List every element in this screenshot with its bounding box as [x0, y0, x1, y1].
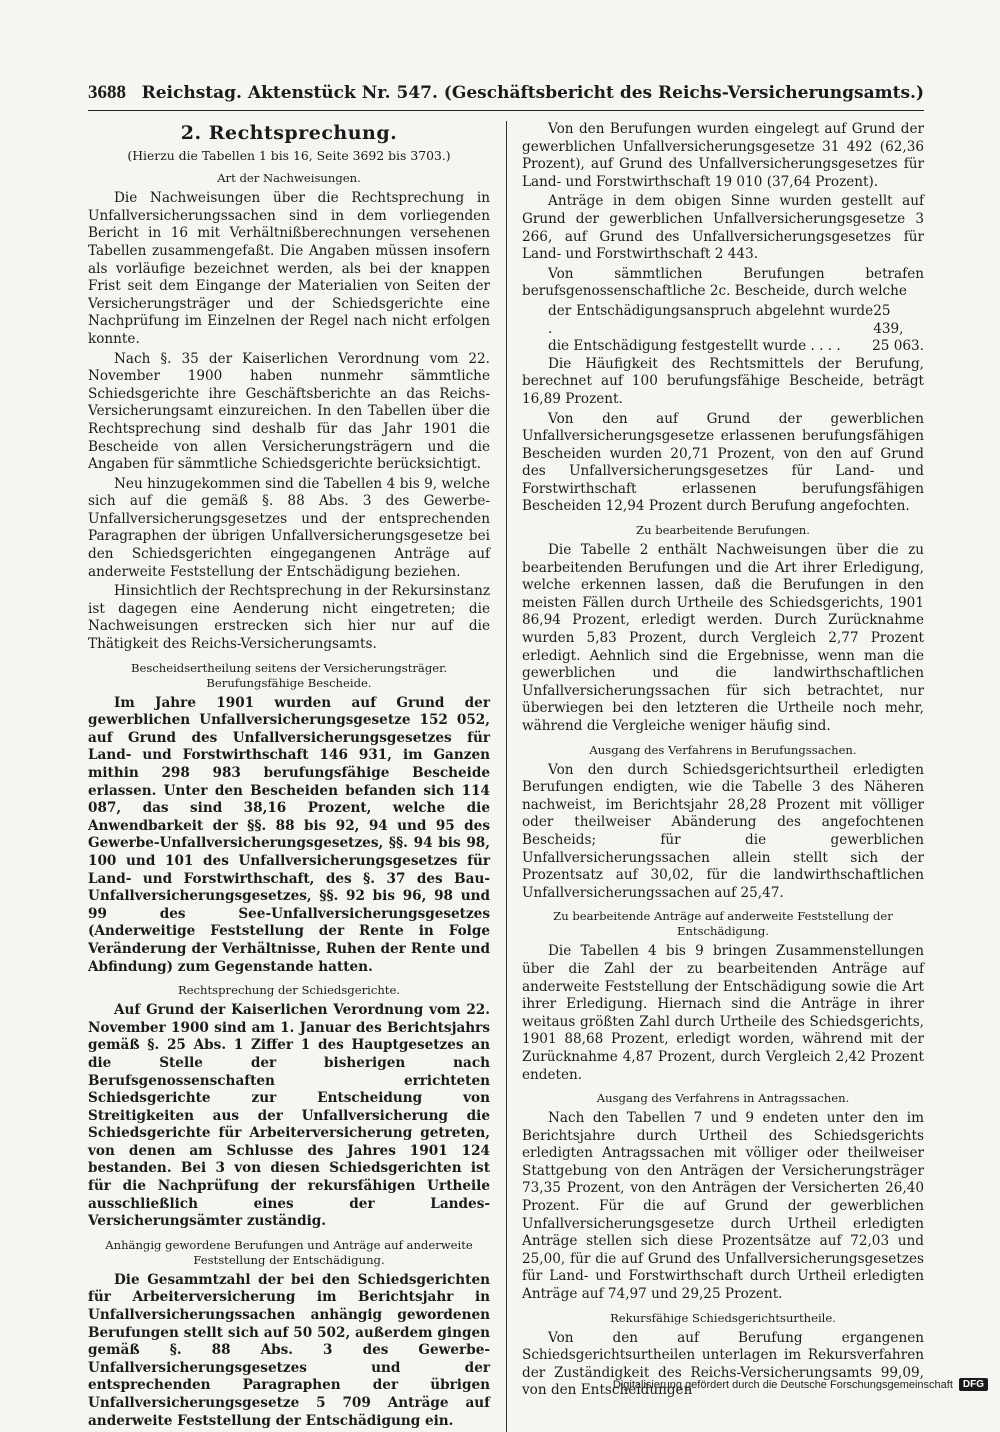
- paragraph: Die Tabelle 2 enthält Nachweisungen über die zu bearbeitenden Berufungen und die Art ihrer Erledigung, welche erkennen lassen, daß die Berufungen in den meisten Fällen durch Urtheile des Schiedsgerichts, 1901 86,94 Prozent, erledigt werden. Durch Zurücknahme wurden 5,83 Prozent, durch Vergleich 2,77 Prozent erledigt. Aehnlich sind die Ergebnisse, wenn man die gewerblichen und die landwirthschaftlichen Unfallversicherungssachen für sich betrachtet, nur überwiegen bei den letzteren die Urtheile noch mehr, während die Vergleiche weniger häufig sind.: [522, 542, 924, 734]
- paragraph: Nach §. 35 der Kaiserlichen Verordnung vom 22. November 1900 haben nunmehr sämmtliche Schiedsgerichte ihre Geschäftsberichte an das Reichs-Versicherungsamt einzureichen. In den Tabellen über die Rechtsprechung sind deshalb für das Jahr 1901 die Bescheide von allen Versicherungsträgern und die Angaben für sämmtliche Schiedsgerichte berücksichtigt.: [88, 350, 490, 473]
- row-value: 25 439,: [873, 302, 904, 337]
- paragraph: Von sämmtlichen Berufungen betrafen berufsgenossenschaftliche 2c. Bescheide, durch welche: [522, 265, 924, 300]
- paragraph: Von den auf Berufung ergangenen Schiedsgerichtsurtheilen unterlagen im Rekursverfahren der Zuständigkeit des Reichs-Versicherungsamts 99,09, von den Entscheidungen: [522, 1329, 924, 1399]
- two-column-body: [88, 121, 924, 1432]
- left-column: [88, 121, 506, 1432]
- paragraph: Von den durch Schiedsgerichtsurtheil erledigten Berufungen endigten, wie die Tabelle 3 des Näheren nachweist, im Berichtsjahr 28,28 Prozent mit völliger oder theilweiser Abänderung des angefochtenen Bescheids; für die gewerblichen Unfallversicherungssachen allein stellt sich der Prozentsatz auf 30,02, für die landwirthschaftlichen Unfallversicherungssachen auf 25,47.: [522, 761, 924, 901]
- paragraph: Anträge in dem obigen Sinne wurden gestellt auf Grund der gewerblichen Unfallversicherungsgesetze 3 266, auf Grund des Unfallversicherungsgesetzes für Land- und Forstwirthschaft 2 443.: [522, 193, 924, 263]
- subheading: Anhängig gewordene Berufungen und Anträge auf anderweite Feststellung der Entschädigung.: [105, 1237, 473, 1267]
- section-subtitle: (Hierzu die Tabellen 1 bis 16, Seite 3692 bis 3703.): [127, 147, 451, 163]
- running-head: [88, 82, 924, 111]
- subheading: Ausgang des Verfahrens in Antragssachen.: [596, 1091, 850, 1106]
- subheading: Rechtsprechung der Schiedsgerichte.: [177, 983, 401, 998]
- paragraph: Die Häufigkeit des Rechtsmittels der Berufung, berechnet auf 100 berufungsfähige Bescheide, beträgt 16,89 Prozent.: [522, 355, 924, 407]
- paragraph: Von den Berufungen wurden eingelegt auf Grund der gewerblichen Unfallversicherungsgesetze 31 492 (62,36 Prozent), auf Grund des Unfallversicherungsgesetzes für Land- und Forstwirthschaft 19 010 (37,64 Prozent).: [522, 121, 924, 190]
- paragraph: Neu hinzugekommen sind die Tabellen 4 bis 9, welche sich auf die gemäß §. 88 Abs. 3 des Gewerbe-Unfallversicherungsgesetzes und der entsprechenden Paragraphen der übrigen Unfallversicherungsgesetze bei den Schiedsgerichten eingegangenen Anträge auf anderweite Feststellung der Entschädigung beziehen.: [88, 475, 490, 580]
- footer-text: Digitalisierung gefördert durch die Deutsche Forschungsgemeinschaft: [612, 1378, 953, 1391]
- row-label: die Entschädigung festgestellt wurde . . . .: [548, 338, 841, 355]
- paragraph: Hinsichtlich der Rechtsprechung in der Rekursinstanz ist dagegen eine Aenderung nicht eingetreten; die Nachweisungen erstrecken sich hier nur auf die Thätigkeit des Reichs-Versicherungsamts.: [88, 583, 490, 653]
- document-page: [88, 82, 924, 1432]
- row-value: 25 063.: [872, 338, 924, 355]
- paragraph: Die Gesammtzahl der bei den Schiedsgerichten für Arbeiterversicherung im Berichtsjahr in Unfallversicherungssachen anhängig gewordenen Berufungen stellt sich auf 50 502, außerdem gingen gemäß §. 88 Abs. 3 des Gewerbe-Unfallversicherungsgesetzes und der entsprechenden Paragraphen der übrigen Unfallversicherungsgesetze 5 709 Anträge auf anderweite Feststellung der Entschädigung ein.: [88, 1271, 490, 1429]
- paragraph: Im Jahre 1901 wurden auf Grund der gewerblichen Unfallversicherungsgesetze 152 052, auf Grund des Unfallversicherungsgesetzes für Land- und Forstwirthschaft 146 931, im Ganzen mithin 298 983 berufungsfähige Bescheide erlassen. Unter den Bescheiden befanden sich 114 087, das sind 38,16 Prozent, welche die Anwendbarkeit der §§. 88 bis 92, 94 und 95 des Gewerbe-Unfallversicherungsgesetzes, §§. 94 bis 98, 100 und 101 des Unfallversicherungsgesetzes für Land- und Forstwirthschaft, des §. 37 des Bau-Unfallversicherungsgesetzes, §§. 92 bis 96, 98 und 99 des See-Unfallversicherungsgesetzes (Anderweitige Feststellung der Rente in Folge Veränderung der Verhältnisse, Ruhen der Rente und Abfindung) zum Gegenstande hatten.: [88, 694, 490, 975]
- row-label: der Entschädigungsanspruch abgelehnt wurde .: [548, 302, 874, 337]
- page-title: Reichstag. Aktenstück Nr. 547. (Geschäftsbericht des Reichs-Versicherungsamts.): [141, 83, 924, 103]
- paragraph: Auf Grund der Kaiserlichen Verordnung vom 22. November 1900 sind am 1. Januar des Berichtsjahrs gemäß §. 25 Abs. 1 Ziffer 1 des Hauptgesetzes an die Stelle der bisherigen nach Berufsgenossenschaften errichteten Schiedsgerichte zur Entscheidung von Streitigkeiten aus der Unfallversicherung die Schiedsgerichte für Arbeiterversicherung getreten, von denen am Schlusse des Jahres 1901 124 bestanden. Bei 3 von diesen Schiedsgerichten ist für die Nachprüfung der rekursfähigen Urtheile ausschließlich eines der Landes-Versicherungsämter zuständig.: [88, 1002, 490, 1230]
- tabular-row: [522, 303, 924, 338]
- subheading: Bescheidsertheilung seitens der Versicherungsträger. Berufungsfähige Bescheide.: [130, 660, 448, 690]
- paragraph: Von den auf Grund der gewerblichen Unfallversicherungsgesetze erlassenen berufungsfähigen Bescheiden wurden 20,71 Prozent, von den auf Grund des Unfallversicherungsgesetzes für Land- und Forstwirthschaft erlassenen berufungsfähigen Bescheiden 12,94 Prozent durch Berufung angefochten.: [522, 410, 924, 515]
- paragraph: Nach den Tabellen 7 und 9 endeten unter den im Berichtsjahre durch Urtheil des Schiedsgerichts erledigten Antragssachen mit völliger oder theilweiser Stattgebung von den Anträgen der Versicherungsträger 73,35 Prozent, von den Anträgen der Versicherten 26,40 Prozent. Für die auf Grund der gewerblichen Unfallversicherungsgesetze durch Urtheil erledigten Anträge stellen sich diese Prozentsätze auf 72,03 und 25,00, für die auf Grund des Unfallversicherungsgesetzes für Land- und Forstwirthschaft durch Urtheil erledigten Anträge auf 74,97 und 29,25 Prozent.: [522, 1110, 924, 1303]
- column-divider: [506, 121, 507, 1432]
- subheading: Zu bearbeitende Berufungen.: [636, 523, 810, 538]
- subheading: Art der Nachweisungen.: [217, 171, 361, 186]
- page-number: 3688: [88, 82, 126, 103]
- subheading: Zu bearbeitende Anträge auf anderweite Feststellung der Entschädigung.: [553, 909, 893, 939]
- right-column: [506, 121, 924, 1432]
- paragraph: Die Nachweisungen über die Rechtsprechung in Unfallversicherungssachen sind in dem vorliegenden Bericht in 16 mit Verhältnißberechnungen versehenen Tabellen zusammengefaßt. Die Angaben müssen insofern als vorläufige bezeichnet werden, als bei der knappen Frist seit dem Eingange der Materialien von Seiten der Versicherungsträger und der Schiedsgerichte eine Nachprüfung im Einzelnen der Regel nach nicht erfolgen konnte.: [88, 190, 490, 347]
- digitization-footer: [613, 1378, 988, 1391]
- dfg-logo: DFG: [959, 1378, 988, 1391]
- tabular-row: [522, 338, 924, 356]
- subheading: Rekursfähige Schiedsgerichtsurtheile.: [610, 1310, 836, 1325]
- paragraph: Die Tabellen 4 bis 9 bringen Zusammenstellungen über die Zahl der zu bearbeitenden Anträge auf anderweite Feststellung der Entschädigung sowie die Art ihrer Erledigung. Hiernach sind die Anträge in ihrer weitaus größten Zahl durch Urtheile des Schiedsgerichts, 1901 88,68 Prozent, erledigt worden, während mit der Zurücknahme 4,87 Prozent, durch Vergleich 2,42 Prozent endeten.: [522, 943, 924, 1083]
- section-title: 2. Rechtsprechung.: [180, 122, 398, 144]
- subheading: Ausgang des Verfahrens in Berufungssachen.: [589, 742, 857, 757]
